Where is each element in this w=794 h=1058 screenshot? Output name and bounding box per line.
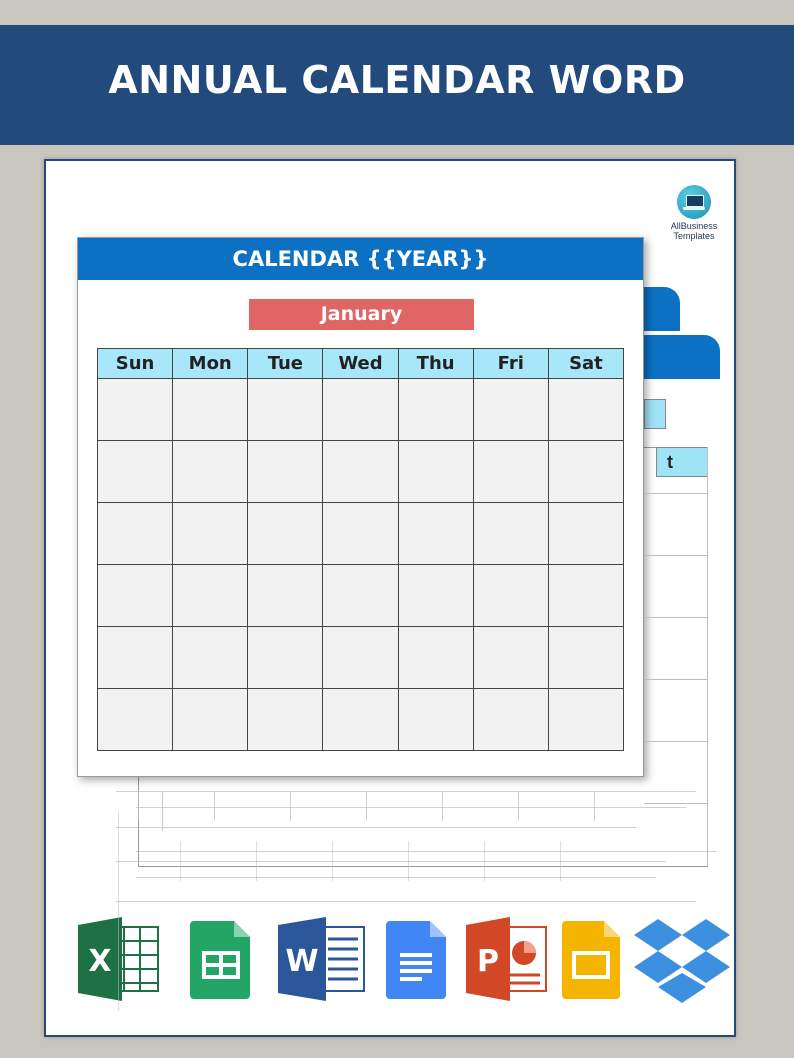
grid-line [408, 841, 409, 881]
grid-line [138, 791, 139, 821]
day-cell [98, 565, 173, 627]
brand-logo [662, 185, 726, 241]
day-cell [98, 379, 173, 441]
day-cell [473, 565, 548, 627]
day-cell [173, 627, 248, 689]
weekday-header-fri: Fri [473, 349, 548, 379]
page-title: ANNUAL CALENDAR WORD [108, 58, 686, 102]
grid-line [290, 791, 291, 821]
day-cell [473, 441, 548, 503]
day-cell [548, 441, 623, 503]
day-cell [473, 503, 548, 565]
grid-line [116, 827, 636, 828]
grid-line [366, 791, 367, 821]
day-cell [98, 627, 173, 689]
grid-line [442, 791, 443, 821]
grid-line [162, 791, 163, 831]
grid-line [644, 679, 708, 680]
grid-line [644, 741, 708, 742]
day-cell [548, 689, 623, 751]
week-row [98, 379, 624, 441]
day-cell [248, 689, 323, 751]
calendar-grid [97, 348, 624, 751]
day-cell [173, 689, 248, 751]
day-cell [398, 565, 473, 627]
day-cell [173, 441, 248, 503]
grid-line [644, 803, 708, 804]
day-cell [473, 627, 548, 689]
grid-line [116, 901, 696, 902]
day-cell [248, 565, 323, 627]
day-cell [248, 503, 323, 565]
day-cell [248, 379, 323, 441]
day-cell [173, 565, 248, 627]
google-sheets-icon [190, 917, 252, 1001]
day-cell [548, 503, 623, 565]
laptop-icon [677, 185, 711, 219]
calendar-title: CALENDAR {{YEAR}} [78, 238, 643, 280]
day-cell [473, 379, 548, 441]
grid-line [594, 791, 595, 821]
grid-line [484, 841, 485, 881]
app-icons-row [76, 917, 736, 1009]
day-cell [398, 503, 473, 565]
dropbox-icon [632, 917, 732, 1005]
grid-line [256, 841, 257, 881]
excel-letter: X [88, 944, 112, 979]
powerpoint-letter: P [477, 944, 499, 979]
week-row [98, 503, 624, 565]
weekday-header-mon: Mon [173, 349, 248, 379]
grid-line [116, 861, 666, 862]
day-cell [173, 379, 248, 441]
week-row [98, 565, 624, 627]
grid-line [118, 811, 119, 1011]
brand-name-line2: Templates [673, 231, 715, 241]
grid-line [560, 841, 561, 881]
day-cell [323, 503, 398, 565]
weekday-header-thu: Thu [398, 349, 473, 379]
day-cell [398, 379, 473, 441]
template-preview-page [44, 159, 736, 1037]
day-cell [398, 441, 473, 503]
day-cell [248, 627, 323, 689]
grid-line [136, 851, 716, 852]
day-cell [323, 565, 398, 627]
weekday-header-tue: Tue [248, 349, 323, 379]
week-row [98, 627, 624, 689]
google-slides-icon [562, 917, 622, 1001]
google-docs-icon [386, 917, 448, 1001]
grid-line [518, 791, 519, 821]
day-cell [548, 627, 623, 689]
day-cell [398, 689, 473, 751]
week-row [98, 441, 624, 503]
calendar-card [77, 237, 644, 777]
day-cell [173, 503, 248, 565]
week-row [98, 689, 624, 751]
grid-line [644, 617, 708, 618]
day-cell [323, 689, 398, 751]
day-cell [98, 503, 173, 565]
grid-line [644, 493, 708, 494]
day-cell [323, 441, 398, 503]
day-cell [98, 689, 173, 751]
weekday-header-sat: Sat [548, 349, 623, 379]
day-cell [473, 689, 548, 751]
day-cell [548, 379, 623, 441]
back-weekday-fragment: t [656, 447, 708, 477]
grid-line [116, 791, 696, 792]
day-cell [98, 441, 173, 503]
weekday-header-wed: Wed [323, 349, 398, 379]
grid-line [707, 447, 708, 867]
grid-line [332, 841, 333, 881]
weekday-header-sun: Sun [98, 349, 173, 379]
grid-line [214, 791, 215, 821]
day-cell [323, 627, 398, 689]
word-letter: W [285, 944, 319, 979]
day-cell [323, 379, 398, 441]
day-cell [548, 565, 623, 627]
grid-line [136, 807, 686, 808]
month-label: January [249, 299, 474, 330]
day-cell [398, 627, 473, 689]
day-cell [248, 441, 323, 503]
grid-line [180, 841, 181, 881]
grid-line [136, 877, 656, 878]
brand-name-line1: AllBusiness [670, 221, 718, 231]
title-banner [0, 25, 794, 145]
grid-line [644, 555, 708, 556]
word-icon [276, 917, 368, 1001]
powerpoint-icon [464, 917, 550, 1001]
